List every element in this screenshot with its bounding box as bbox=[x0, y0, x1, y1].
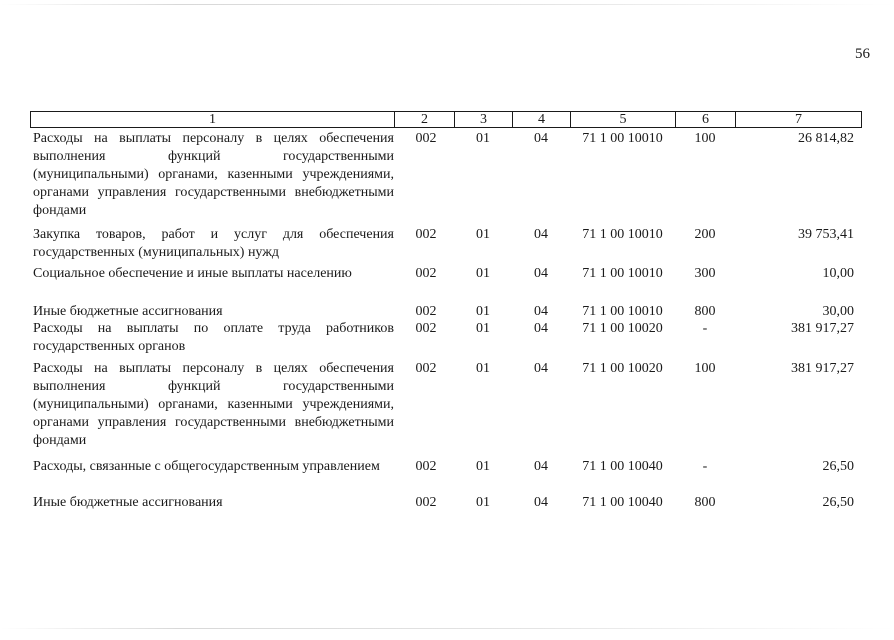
row-code-4: 04 bbox=[534, 266, 548, 281]
header-col-6: 6 bbox=[676, 112, 736, 127]
row-description: Иные бюджетные ассигнования bbox=[33, 495, 223, 510]
row-description: Расходы на выплаты персоналу в целях обеспечения выполнения функций государственными (муниципальными) органами, казенными учреждениями, органами управления государственными внебюджетными фондами bbox=[33, 361, 394, 448]
row-description: Расходы на выплаты персоналу в целях обеспечения выполнения функций государственными (муниципальными) органами, казенными учреждениями, органами управления государственными внебюджетными фондами bbox=[33, 131, 394, 218]
row-code-6: - bbox=[702, 459, 708, 474]
row-code-3: 01 bbox=[476, 131, 490, 146]
row-description: Социальное обеспечение и иные выплаты населению bbox=[33, 266, 352, 281]
row-code-2: 002 bbox=[415, 304, 437, 319]
row-amount: 26 814,82 bbox=[798, 131, 854, 146]
row-amount: 381 917,27 bbox=[791, 361, 854, 376]
row-code-4: 04 bbox=[534, 131, 548, 146]
row-code-6: 300 bbox=[694, 266, 716, 281]
row-code-4: 04 bbox=[534, 321, 548, 336]
row-code-2: 002 bbox=[415, 131, 437, 146]
row-code-6: 800 bbox=[694, 304, 716, 319]
row-code-3: 01 bbox=[476, 266, 490, 281]
row-amount: 26,50 bbox=[822, 495, 854, 510]
row-code-4: 04 bbox=[534, 459, 548, 474]
table-header bbox=[30, 111, 862, 128]
row-code-5: 71 1 00 10020 bbox=[582, 321, 663, 336]
row-amount: 30,00 bbox=[822, 304, 854, 319]
row-code-3: 01 bbox=[476, 321, 490, 336]
row-description: Закупка товаров, работ и услуг для обеспечения государственных (муниципальных) нужд bbox=[33, 227, 394, 260]
row-code-2: 002 bbox=[415, 361, 437, 376]
row-code-5: 71 1 00 10010 bbox=[582, 266, 663, 281]
row-code-5: 71 1 00 10010 bbox=[582, 131, 663, 146]
header-col-1: 1 bbox=[31, 112, 395, 127]
scan-artifact-bottom bbox=[0, 628, 894, 629]
table-row bbox=[30, 265, 862, 283]
row-code-6: 800 bbox=[694, 495, 716, 510]
row-code-5: 71 1 00 10010 bbox=[582, 227, 663, 242]
page-number: 56 bbox=[855, 46, 870, 62]
table-row bbox=[30, 458, 862, 476]
header-col-7: 7 bbox=[795, 112, 802, 127]
table-row bbox=[30, 360, 862, 450]
row-code-3: 01 bbox=[476, 304, 490, 319]
row-description: Иные бюджетные ассигнования bbox=[33, 304, 223, 319]
table-row bbox=[30, 130, 862, 220]
table-row bbox=[30, 320, 862, 356]
header-col-4: 4 bbox=[513, 112, 571, 127]
row-amount: 10,00 bbox=[822, 266, 854, 281]
row-code-2: 002 bbox=[415, 321, 437, 336]
row-code-5: 71 1 00 10040 bbox=[582, 495, 663, 510]
row-code-5: 71 1 00 10040 bbox=[582, 459, 663, 474]
row-amount: 381 917,27 bbox=[791, 321, 854, 336]
row-amount: 39 753,41 bbox=[798, 227, 854, 242]
row-code-4: 04 bbox=[534, 304, 548, 319]
row-description: Расходы на выплаты по оплате труда работников государственных органов bbox=[33, 321, 394, 354]
row-code-5: 71 1 00 10010 bbox=[582, 304, 663, 319]
header-col-5: 5 bbox=[571, 112, 676, 127]
row-code-6: 100 bbox=[694, 131, 716, 146]
header-col-2: 2 bbox=[395, 112, 455, 127]
row-code-3: 01 bbox=[476, 459, 490, 474]
row-code-6: - bbox=[702, 321, 708, 336]
row-code-6: 200 bbox=[694, 227, 716, 242]
row-code-2: 002 bbox=[415, 495, 437, 510]
table-row bbox=[30, 226, 862, 262]
table-row bbox=[30, 303, 862, 321]
scan-artifact-top bbox=[0, 4, 894, 5]
row-amount: 26,50 bbox=[822, 459, 854, 474]
table-row bbox=[30, 494, 862, 512]
row-code-6: 100 bbox=[694, 361, 716, 376]
row-code-3: 01 bbox=[476, 361, 490, 376]
row-code-2: 002 bbox=[415, 459, 437, 474]
row-code-4: 04 bbox=[534, 361, 548, 376]
row-code-5: 71 1 00 10020 bbox=[582, 361, 663, 376]
header-col-3: 3 bbox=[455, 112, 513, 127]
row-code-3: 01 bbox=[476, 495, 490, 510]
row-code-3: 01 bbox=[476, 227, 490, 242]
row-code-4: 04 bbox=[534, 227, 548, 242]
row-description: Расходы, связанные с общегосударственным управлением bbox=[33, 459, 380, 474]
row-code-4: 04 bbox=[534, 495, 548, 510]
row-code-2: 002 bbox=[415, 266, 437, 281]
row-code-2: 002 bbox=[415, 227, 437, 242]
